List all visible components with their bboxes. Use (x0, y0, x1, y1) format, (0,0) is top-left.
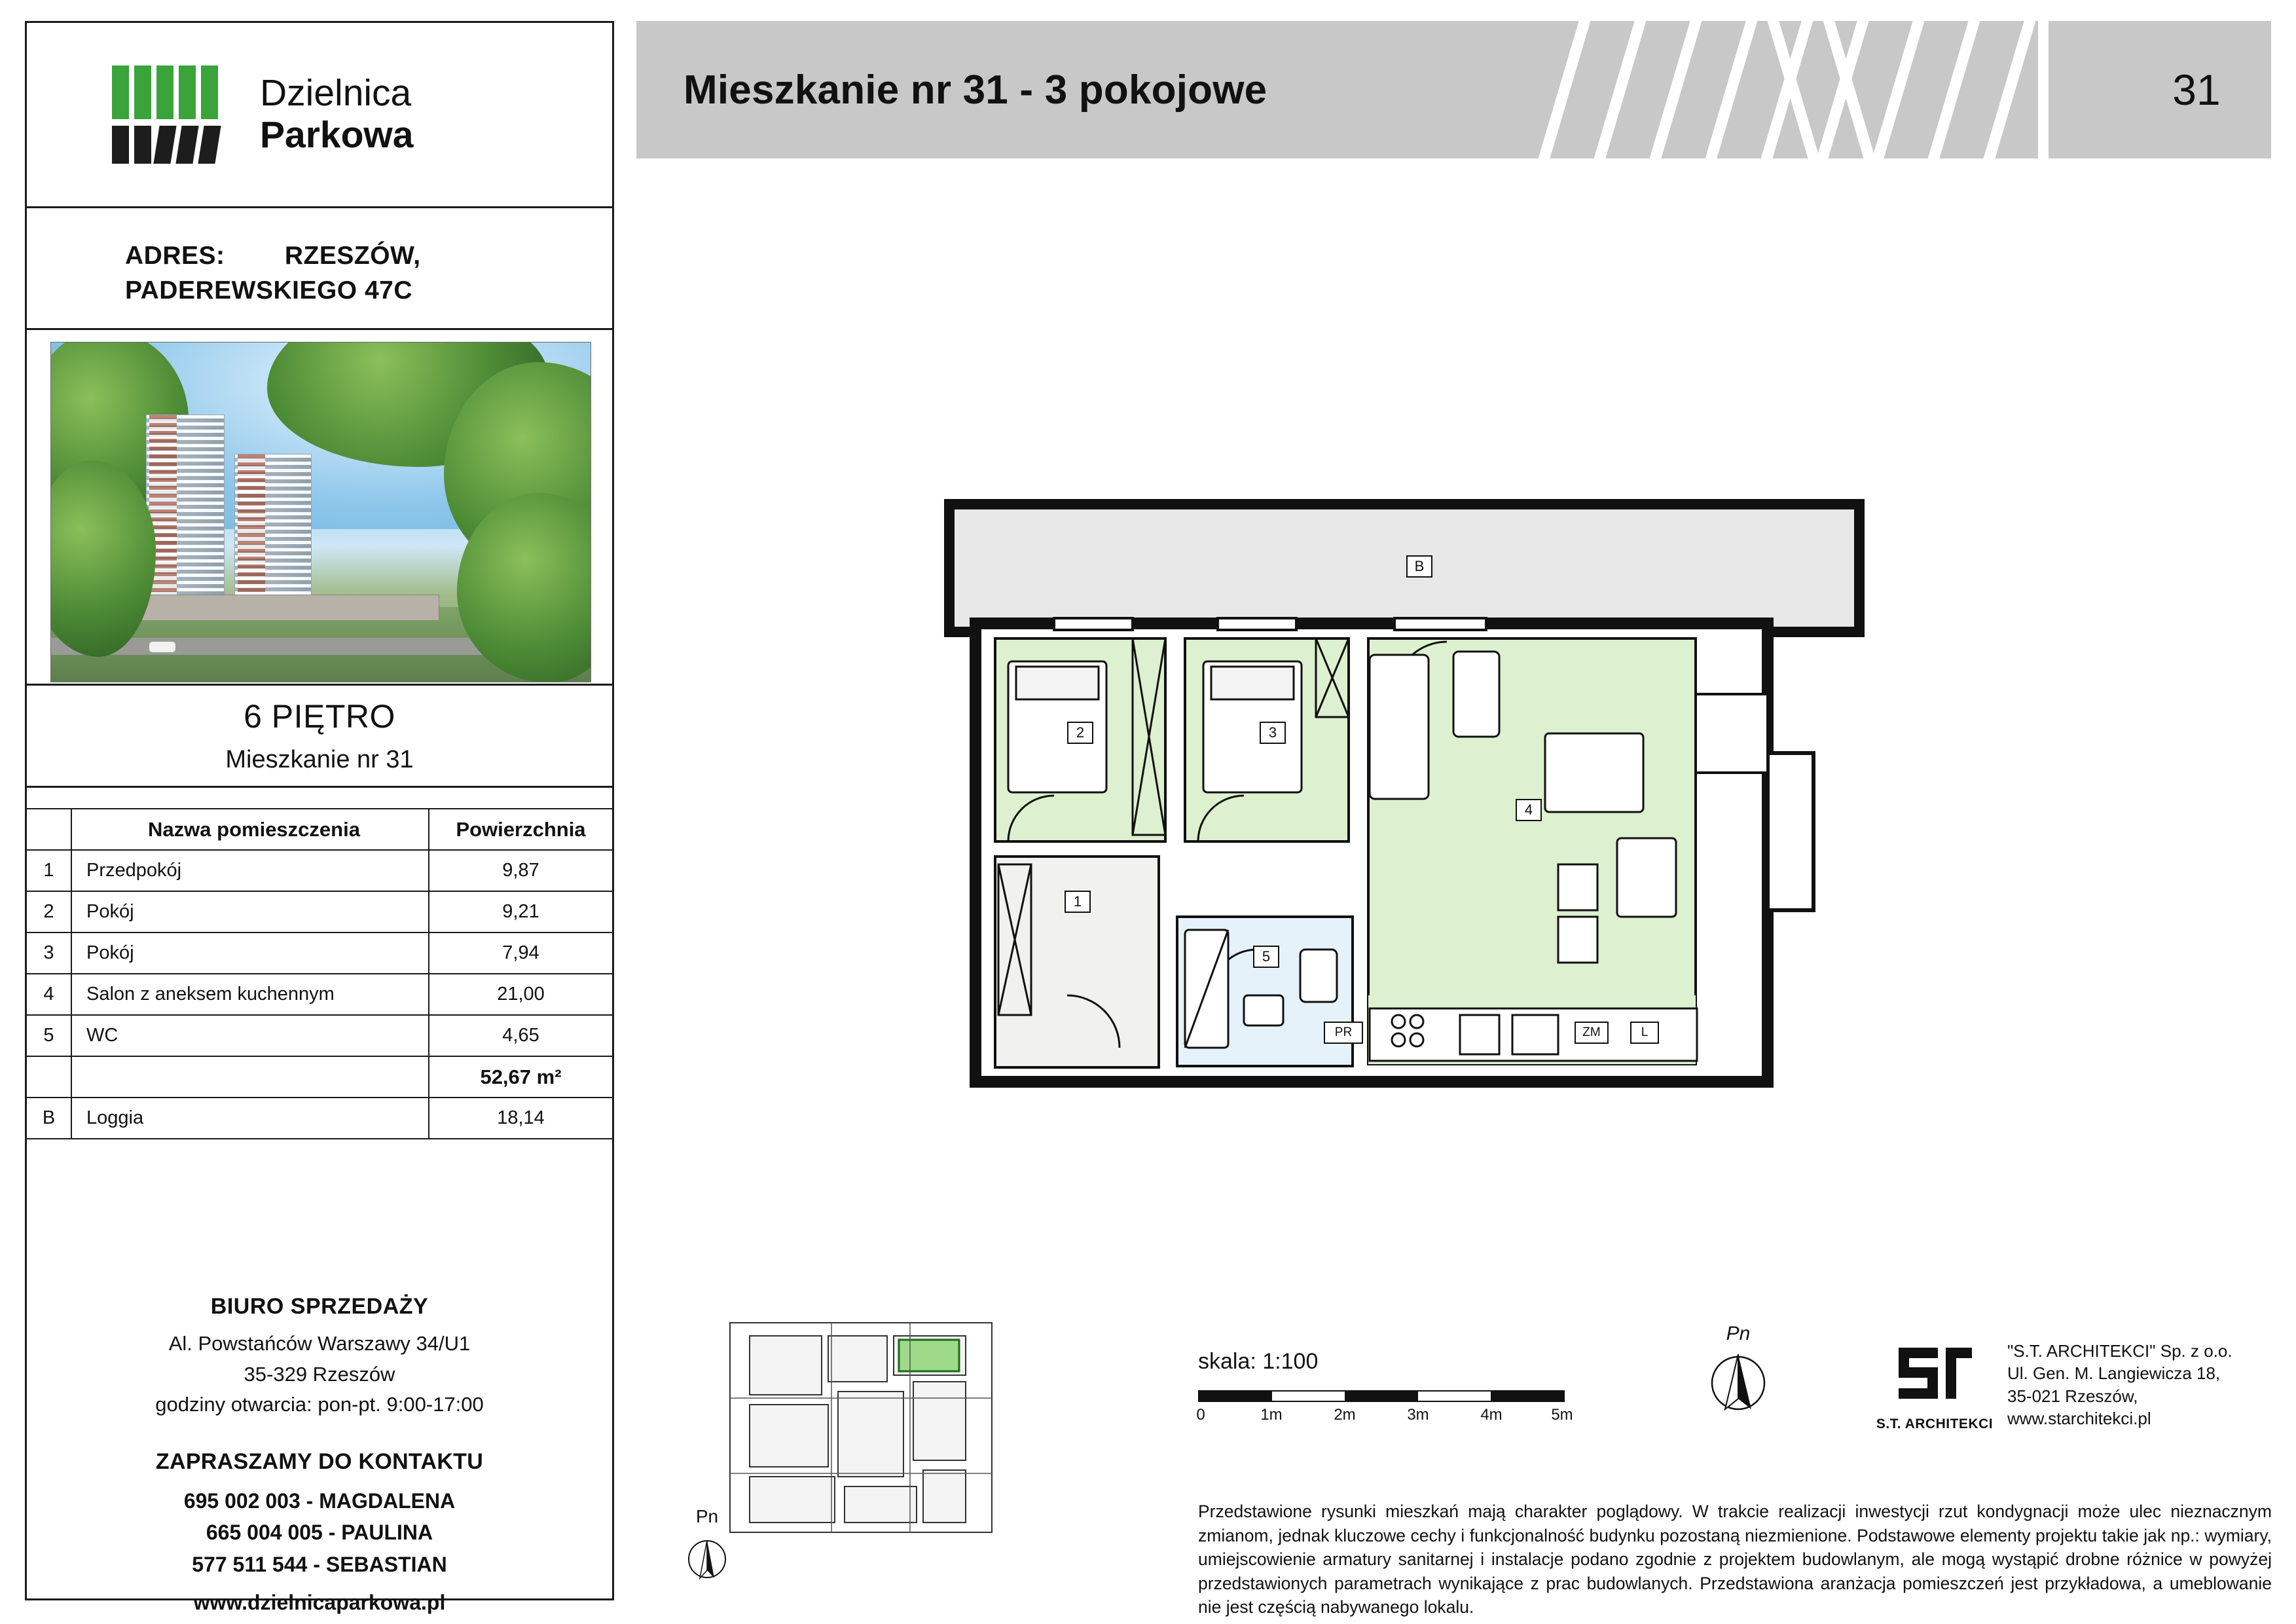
row-name: Loggia (71, 1098, 429, 1139)
row-name: WC (71, 1015, 429, 1056)
brand-line-2: Parkowa (260, 114, 414, 156)
north-label: Pn (1726, 1323, 1751, 1344)
contact-website[interactable]: www.dzielnicaparkowa.pl (193, 1591, 446, 1615)
st-architekci-logo-icon (1892, 1336, 1977, 1408)
scale-block (1198, 1349, 1604, 1428)
disclaimer-text: Przedstawione rysunki mieszkań mają charakter poglądowy. W trakcie realizacji inwestycji rzut kondygnacji może ulec nieznacznym zmianom, jednak kluczowe cechy i funkcjonalność budynku pozostaną niezmienione. Podstawowe elementy projektu takie jak np.: wymiary, umiejscowienie armatury sanitarnej i instalacje podano zgodnie z projektem budowlanym, ale mogą wystąpić drobne różnice w powyżej przedstawionych parametrach wynikające z prac budowlanych. Przedstawiona aranżacja pomieszczeń jest przykładowa, a umeblowanie nie jest częścią nabywanego lokalu. (1198, 1502, 2272, 1617)
row-index: 1 (27, 850, 71, 891)
row-name: Pokój (71, 932, 429, 974)
key-plan (723, 1316, 998, 1539)
row-area: 7,94 (429, 932, 612, 974)
total-index (27, 1056, 71, 1098)
table-row (27, 1098, 612, 1139)
row-index: 2 (27, 891, 71, 932)
sales-office-address-2: 35-329 Rzeszów (244, 1362, 395, 1386)
contact-phone-3: 577 511 544 - SEBASTIAN (192, 1552, 447, 1576)
table-row (27, 850, 612, 891)
row-name: Pokój (71, 891, 429, 932)
key-plan-drawing (723, 1316, 998, 1539)
table-header-row (27, 809, 612, 850)
row-area: 18,14 (429, 1098, 612, 1139)
table-total-row (27, 1056, 612, 1098)
total-area: 52,67 m² (429, 1056, 612, 1098)
architect-logo-text: S.T. ARCHITEKCI (1876, 1416, 1994, 1431)
building-render-image (50, 342, 591, 682)
sales-office-block (27, 1290, 612, 1618)
floor-apartment: Mieszkanie nr 31 (225, 746, 414, 773)
info-panel (25, 21, 614, 1615)
hatch-decoration (1523, 21, 2073, 158)
architect-block (1872, 1336, 2278, 1432)
row-area: 9,87 (429, 850, 612, 891)
header-name: Nazwa pomieszczenia (71, 809, 429, 850)
row-index: 4 (27, 974, 71, 1015)
brand-text (260, 73, 413, 157)
scale-bar (1198, 1390, 1565, 1402)
scale-tick: 3m (1407, 1406, 1429, 1424)
floor-plan (936, 498, 1918, 1153)
contact-phone-1: 695 002 003 - MAGDALENA (183, 1488, 456, 1513)
total-name (71, 1056, 429, 1098)
sales-office-address-1: Al. Powstańców Warszawy 34/U1 (168, 1332, 471, 1355)
header-index (27, 809, 71, 850)
contact-phone-2: 665 004 005 - PAULINA (206, 1521, 433, 1545)
key-plan-north-label: Pn (695, 1506, 719, 1526)
plan-label-room1: 1 (1065, 891, 1091, 913)
contact-invite: ZAPRASZAMY DO KONTAKTU (155, 1449, 484, 1474)
plan-label-zm: ZM (1575, 1022, 1609, 1044)
address-city: RZESZÓW, (284, 242, 421, 270)
plan-label-room3: 3 (1260, 722, 1286, 744)
header-area: Powierzchnia (429, 809, 612, 850)
apartment-number: 31 (2122, 21, 2271, 158)
row-name: Przedpokój (71, 850, 429, 891)
scale-tick: 1m (1260, 1406, 1283, 1424)
plan-label-room2: 2 (1067, 722, 1093, 744)
floor-level: 6 PIĘTRO (244, 698, 395, 735)
plan-label-pr: PR (1324, 1022, 1363, 1044)
north-arrow-icon (684, 1530, 730, 1589)
architect-line-1: "S.T. ARCHITEKCI" Sp. z o.o. (2007, 1341, 2232, 1361)
scale-tick: 5m (1551, 1406, 1573, 1424)
table-row (27, 1015, 612, 1056)
plan-label-room5: 5 (1253, 946, 1279, 968)
sales-office-title: BIURO SPRZEDAŻY (210, 1294, 429, 1319)
address-street: PADEREWSKIEGO 47C (125, 276, 413, 304)
floor-heading (27, 697, 612, 774)
compass-icon (1702, 1345, 1774, 1417)
row-area: 4,65 (429, 1015, 612, 1056)
plan-label-l: L (1630, 1022, 1659, 1044)
scale-tick: 2m (1334, 1406, 1356, 1424)
row-name: Salon z aneksem kuchennym (71, 974, 429, 1015)
north-indicator (1696, 1323, 1781, 1420)
architect-line-2: Ul. Gen. M. Langiewicza 18, (2007, 1363, 2221, 1384)
address-label: ADRES: (125, 242, 225, 270)
scale-tick: 4m (1480, 1406, 1503, 1424)
row-index: 3 (27, 932, 71, 974)
page-title: Mieszkanie nr 31 - 3 pokojowe (683, 67, 1267, 113)
plan-label-room4: 4 (1516, 799, 1542, 821)
page-header (636, 21, 2271, 158)
brand-logo (27, 49, 612, 180)
table-row (27, 974, 612, 1015)
scale-ticks (1196, 1406, 1573, 1428)
row-index: B (27, 1098, 71, 1139)
architect-website[interactable]: www.starchitekci.pl (2007, 1408, 2151, 1428)
row-index: 5 (27, 1015, 71, 1056)
architect-line-3: 35-021 Rzeszów, (2007, 1386, 2138, 1406)
sales-office-hours: godziny otwarcia: pon-pt. 9:00-17:00 (155, 1393, 484, 1416)
key-plan-north-indicator (678, 1506, 737, 1591)
plan-label-loggia: B (1406, 555, 1432, 578)
architect-details (2007, 1336, 2232, 1430)
brand-line-1: Dzielnica (260, 72, 412, 115)
table-row (27, 932, 612, 974)
address-block (27, 239, 612, 308)
green-bars-logo-icon (112, 65, 236, 164)
table-row (27, 891, 612, 932)
architect-logo (1872, 1336, 1997, 1432)
rooms-table (27, 808, 612, 1139)
scale-tick: 0 (1196, 1406, 1205, 1424)
floor-plan-drawing (936, 498, 1918, 1153)
hatch-icon (1523, 21, 2073, 158)
row-area: 21,00 (429, 974, 612, 1015)
row-area: 9,21 (429, 891, 612, 932)
scale-label: skala: 1:100 (1198, 1349, 1319, 1374)
